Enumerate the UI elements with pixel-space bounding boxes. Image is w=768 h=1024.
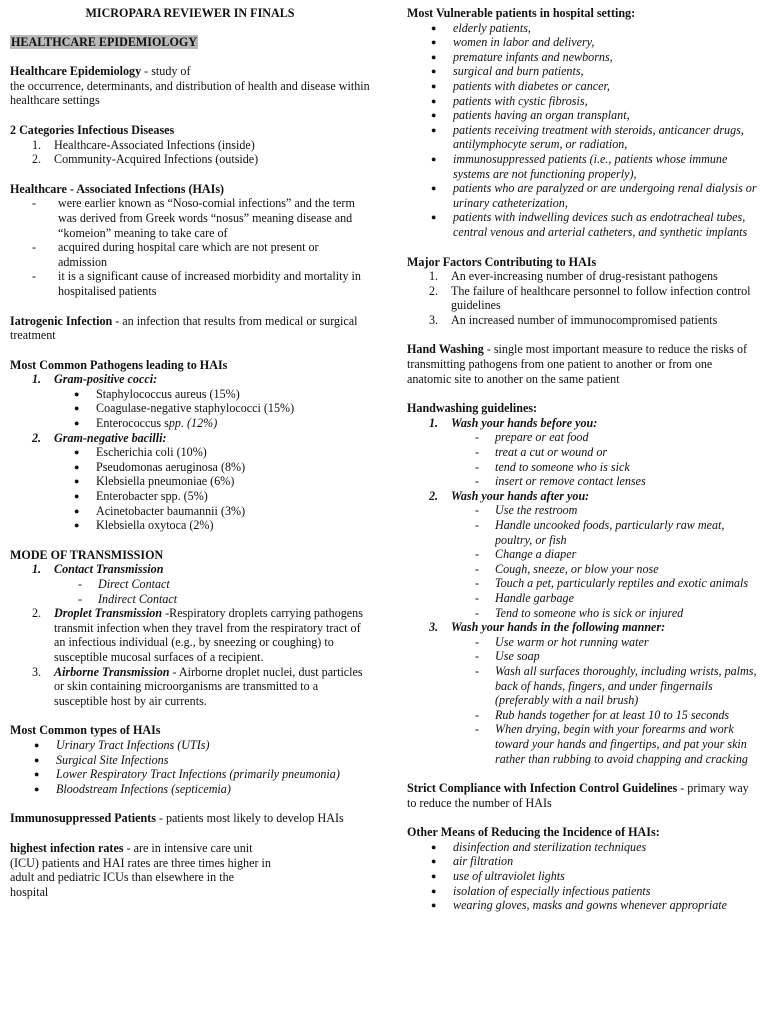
list-item-text: surgical and burn patients,	[453, 64, 584, 79]
droplet-label: Droplet Transmission	[54, 606, 163, 621]
list-item	[431, 884, 759, 899]
list-item	[475, 591, 759, 606]
vulnerable-list	[407, 21, 759, 240]
airborne-text: - Airborne droplet nuclei, dust particles or skin containing microorganisms are transmitted to a susceptible host by air currents.	[54, 664, 363, 708]
list-item-text: patients having an organ transplant,	[453, 108, 630, 123]
list-item: ● Klebsiella oxytoca (2%)	[74, 518, 370, 533]
vulnerable-heading	[407, 6, 759, 21]
list-item	[475, 606, 759, 621]
highest-def: - are in intensive care unit	[123, 840, 253, 855]
epi-definition	[10, 64, 370, 108]
list-item	[431, 21, 759, 36]
contact-label: Contact Transmission	[54, 562, 164, 577]
list-item-text: premature infants and newborns,	[453, 49, 613, 64]
list-item-text: wearing gloves, masks and gowns whenever appropriate	[453, 898, 727, 913]
vulnerable-heading-text: Most Vulnerable patients in hospital setting:	[407, 6, 636, 20]
right-column	[407, 6, 759, 913]
transmission-contact: 1. Contact Transmission - Direct Contact - Indirect Contact	[32, 562, 370, 606]
list-item	[34, 753, 370, 768]
list-item	[475, 664, 759, 708]
contact-list	[54, 577, 370, 606]
list-item	[431, 869, 759, 884]
list-item	[475, 445, 759, 460]
list-item-text: Use warm or hot running water	[495, 634, 649, 649]
types-heading-text: Most Common types of HAIs	[10, 723, 161, 738]
other-heading	[407, 825, 759, 840]
pathogen-list	[54, 387, 370, 431]
compliance-def: - primary way to reduce the number of HAIs	[407, 781, 749, 810]
list-item: - were earlier known as “Noso-comial infections” and the term was derived from Greek words “nosus” meaning disease and “komeion” meaning to take care of	[32, 196, 370, 240]
list-item-text: Handle garbage	[495, 590, 574, 605]
list-item-text: Direct Contact	[98, 577, 170, 591]
handwashing-def: - single most important measure to reduce the risks of transmitting pathogens from one patient to another or from one anatomic site to another on the same patient	[407, 342, 748, 386]
list-item-text: patients with diabetes or cancer,	[453, 78, 610, 93]
list-item	[78, 592, 370, 607]
immuno-term: Immunosuppressed Patients	[10, 811, 156, 826]
left-column	[10, 6, 370, 899]
list-item-text: Surgical Site Infections	[56, 752, 169, 767]
factors-heading-text: Major Factors Contributing to HAIs	[407, 254, 597, 269]
group-label: Wash your hands before you:	[451, 415, 598, 430]
list-item-text: Urinary Tract Infections (UTIs)	[56, 737, 210, 752]
list-item: ● Staphylococcus aureus (15%)	[74, 387, 370, 402]
list-item-text: patients with indwelling devices such as endotracheal tubes, central venous and arterial catheters, and synthetic implants	[453, 210, 748, 239]
iatrogenic-def: - an infection that results from medical or surgical treatment	[10, 313, 358, 343]
list-item-text: Touch a pet, particularly reptiles and exotic animals	[495, 576, 749, 591]
guideline-group-after: 2. Wash your hands after you: - Use the restroom - Handle uncooked foods, particularly raw meat, poultry, or fish - Change a diaper - Cough, sneeze, or blow your nose - Touch a pet, particularly reptiles and exotic animals - Handle garbage - Tend to someone who is sick or injured	[429, 489, 759, 620]
guidelines-heading-text: Handwashing guidelines:	[407, 401, 538, 416]
list-item	[431, 94, 759, 109]
hai-list	[10, 196, 370, 298]
list-item	[431, 64, 759, 79]
list-item	[431, 854, 759, 869]
list-item	[34, 738, 370, 753]
list-item	[431, 35, 759, 50]
other-list	[407, 840, 759, 913]
list-item: ● Coagulase-negative staphylococci (15%)	[74, 401, 370, 416]
list-item	[431, 79, 759, 94]
list-item	[475, 474, 759, 489]
list-item-text: Bloodstream Infections (septicemia)	[56, 781, 231, 796]
highlighted-heading: HEALTHCARE EPIDEMIOLOGY	[11, 34, 198, 49]
list-item-text: tend to someone who is sick	[495, 459, 630, 474]
iatrogenic-term: Iatrogenic Infection	[10, 313, 113, 328]
list-item-text: treat a cut or wound or	[495, 445, 608, 460]
group-label: Wash your hands in the following manner:	[451, 620, 666, 635]
pathogens-groups	[10, 372, 370, 533]
list-item-text: use of ultraviolet lights	[453, 869, 565, 884]
list-item	[431, 152, 759, 181]
highest-line: hospital	[10, 884, 49, 899]
pathogen-list	[54, 445, 370, 533]
list-item-text: The failure of healthcare personnel to follow infection control guidelines	[451, 283, 751, 313]
list-item-text: Rub hands together for at least 10 to 15 seconds	[495, 707, 730, 722]
hai-heading	[10, 182, 370, 197]
list-item: 3. An increased number of immunocompromised patients	[429, 312, 718, 327]
list-item	[431, 898, 759, 913]
airborne-label: Airborne Transmission	[54, 664, 170, 679]
pathogen-group-gram-positive: 1. Gram-positive cocci: ● Staphylococcus aureus (15%) ● Coagulase-negative staphylococci (15%) ● Enterococcus spp. (12%)	[32, 372, 370, 430]
list-item-text: isolation of especially infectious patients	[453, 883, 651, 898]
list-item: ● Acinetobacter baumannii (3%)	[74, 504, 370, 519]
highest-definition	[10, 841, 370, 899]
guideline-list	[451, 430, 759, 488]
list-item-text: insert or remove contact lenses	[495, 474, 646, 489]
list-item-text: Handle uncooked foods, particularly raw meat, poultry, or fish	[495, 518, 725, 547]
guideline-list	[451, 503, 759, 620]
list-item-text: disinfection and sterilization techniques	[453, 839, 647, 854]
pathogens-heading-text: Most Common Pathogens leading to HAIs	[10, 357, 228, 372]
list-item-text: An ever-increasing number of drug-resistant pathogens	[451, 269, 718, 284]
list-item	[475, 460, 759, 475]
list-item: ● Escherichia coli (10%)	[74, 445, 370, 460]
list-item: ● Klebsiella pneumoniae (6%)	[74, 474, 370, 489]
section-heading-epidemiology	[10, 35, 370, 50]
list-item-text: Lower Respiratory Tract Infections (primarily pneumonia)	[56, 767, 340, 782]
epi-term: Healthcare Epidemiology	[10, 64, 142, 79]
guidelines-heading	[407, 401, 759, 416]
list-item	[431, 50, 759, 65]
list-item-italic: pp. (12%)	[168, 416, 218, 431]
types-heading	[10, 723, 370, 738]
factors-list	[407, 269, 759, 327]
list-item-text: Indirect Contact	[98, 591, 178, 606]
droplet-text: -Respiratory droplets carrying pathogens transmit infection when they travel from the respiratory tract of an infectious individual (e.g., by sneezing or coughing) to susceptible mucosal surfaces of a recipient.	[54, 606, 363, 664]
list-item: 1. An ever-increasing number of drug-resistant pathogens	[429, 269, 718, 284]
immuno-definition	[10, 811, 370, 826]
list-item	[431, 210, 759, 239]
guideline-group-manner: 3. Wash your hands in the following manner: - Use warm or hot running water - Use soap - Wash all surfaces thoroughly, including wrists, palms, back of hands, fingers, and under fingernails (preferably with a nail brush) - Rub hands together for at least 10 to 15 seconds - When drying, begin with your forearms and work toward your hands and fingertips, and pat your skin rather than rubbing to avoid chapping and cracking	[429, 620, 759, 766]
transmission-list	[10, 562, 370, 708]
list-item-text: patients with cystic fibrosis,	[453, 93, 588, 108]
list-item-text: Cough, sneeze, or blow your nose	[495, 561, 659, 576]
list-item-text: Healthcare-Associated Infections (inside)	[54, 137, 255, 152]
transmission-airborne: 3. Airborne Transmission - Airborne droplet nuclei, dust particles or skin containing microorganisms are transmitted to a susceptible host by air currents.	[32, 664, 363, 708]
list-item-text: elderly patients,	[453, 20, 531, 35]
list-item	[475, 722, 759, 766]
iatrogenic-definition	[10, 314, 370, 343]
list-item	[475, 547, 759, 562]
handwashing-term: Hand Washing	[407, 342, 484, 357]
list-item	[34, 782, 370, 797]
transmission-heading-text: MODE OF TRANSMISSION	[10, 547, 164, 562]
categories-heading-text: 2 Categories Infectious Diseases	[10, 122, 175, 137]
list-item-text: patients receiving treatment with steroids, anticancer drugs, antilymphocyte serum, or radiation,	[453, 122, 744, 152]
transmission-heading	[10, 548, 370, 563]
group-label: Wash your hands after you:	[451, 488, 590, 503]
list-item-text: immunosuppressed patients (i.e., patients whose immune systems are not functioning properly),	[453, 151, 728, 181]
guidelines-groups	[407, 416, 759, 766]
list-item-text: Change a diaper	[495, 547, 577, 562]
guideline-list	[451, 635, 759, 766]
highest-line: adult and pediatric ICUs than elsewhere in the	[10, 870, 234, 885]
list-item-text: An increased number of immunocompromised patients	[451, 312, 718, 327]
highest-line: (ICU) patients and HAI rates are three times higher in	[10, 855, 271, 870]
categories-heading	[10, 123, 370, 138]
list-item	[475, 649, 759, 664]
list-item-text: Enterococcus s	[96, 416, 169, 431]
list-item-text: When drying, begin with your forearms and work toward your hands and fingertips, and pat your skin rather than rubbing to avoid chapping and cracking	[495, 722, 748, 766]
list-item: 1. Healthcare-Associated Infections (inside)	[32, 137, 255, 152]
highest-term: highest infection rates	[10, 840, 124, 855]
list-item: - it is a significant cause of increased morbidity and mortality in hospitalised patients	[32, 269, 370, 298]
list-item: ● Pseudomonas aeruginosa (8%)	[74, 460, 370, 475]
list-item	[74, 416, 370, 431]
other-heading-text: Other Means of Reducing the Incidence of HAIs:	[407, 825, 660, 840]
document-title: MICROPARA REVIEWER IN FINALS	[85, 6, 295, 20]
types-list	[10, 738, 370, 796]
compliance-term: Strict Compliance with Infection Control Guidelines	[407, 781, 678, 796]
guideline-group-before: 1. Wash your hands before you: - prepare or eat food - treat a cut or wound or - tend to someone who is sick - insert or remove contact lenses	[429, 416, 759, 489]
handwashing-definition	[407, 342, 759, 386]
list-item-text: Wash all surfaces thoroughly, including wrists, palms, back of hands, fingers, and under fingernails (preferably with a nail brush)	[495, 663, 757, 708]
list-item	[475, 635, 759, 650]
list-item	[475, 430, 759, 445]
list-item	[475, 576, 759, 591]
transmission-droplet: 2. Droplet Transmission -Respiratory droplets carrying pathogens transmit infection when they travel from the respiratory tract of an infectious individual (e.g., by sneezing or coughing) to susceptible mucosal surfaces of a recipient.	[32, 606, 363, 664]
group-label: Gram-positive cocci:	[54, 372, 158, 387]
epi-def-continued: the occurrence, determinants, and distribution of health and disease within healthcare settings	[10, 78, 370, 108]
list-item: ● Enterobacter spp. (5%)	[74, 489, 370, 504]
list-item	[431, 840, 759, 855]
list-item: - acquired during hospital care which are not present or admission	[32, 240, 370, 269]
immuno-def: - patients most likely to develop HAIs	[155, 811, 344, 826]
list-item-text: Tend to someone who is sick or injured	[495, 605, 684, 620]
list-item-text: prepare or eat food	[495, 430, 589, 445]
list-item	[475, 562, 759, 577]
list-item: 2. The failure of healthcare personnel to follow infection control guidelines	[429, 283, 751, 313]
pathogens-heading	[10, 358, 370, 373]
list-item	[475, 518, 759, 547]
hai-heading-text: Healthcare - Associated Infections (HAIs)	[10, 181, 225, 196]
list-item: 2. Community-Acquired Infections (outside)	[32, 152, 259, 167]
list-item-text: women in labor and delivery,	[453, 35, 595, 50]
list-item-text: patients who are paralyzed or are undergoing renal dialysis or urinary catheterization,	[453, 181, 757, 210]
list-item	[431, 123, 759, 152]
list-item-text: air filtration	[453, 854, 514, 869]
list-item	[475, 708, 759, 723]
list-item-text: Use soap	[495, 649, 540, 664]
pathogen-group-gram-negative: 2. Gram-negative bacilli: ● Escherichia coli (10%) ● Pseudomonas aeruginosa (8%) ● Klebsiella pneumoniae (6%) ● Enterobacter spp. (5%) ● Acinetobacter baumannii (3%) ● Klebsiella oxytoca (2%)	[32, 431, 370, 533]
epi-def: - study of	[141, 64, 191, 79]
list-item	[475, 503, 759, 518]
factors-heading	[407, 255, 759, 270]
list-item	[431, 108, 759, 123]
categories-list	[10, 138, 370, 167]
list-item	[34, 767, 370, 782]
list-item	[431, 181, 759, 210]
list-item	[78, 577, 370, 592]
group-label: Gram-negative bacilli:	[54, 430, 167, 445]
compliance-definition	[407, 781, 759, 810]
list-item-text: Use the restroom	[495, 503, 578, 518]
list-item-text: Community-Acquired Infections (outside)	[54, 152, 259, 167]
